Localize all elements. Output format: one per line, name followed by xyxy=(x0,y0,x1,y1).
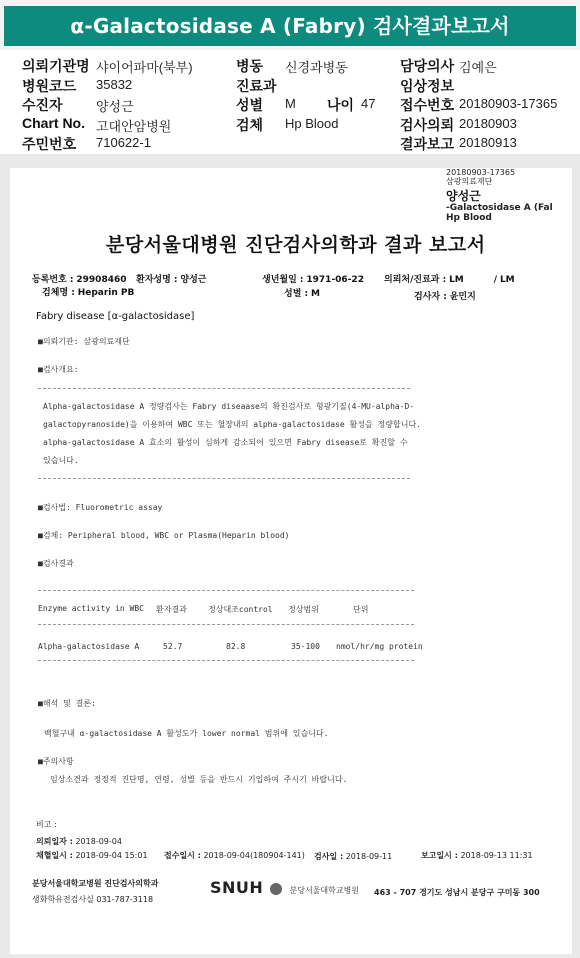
test-date-field xyxy=(314,851,392,862)
label-specimen: 검체 xyxy=(236,117,264,133)
divider xyxy=(38,624,414,625)
footer-department: 분당서울대학교병원 진단검사의학과 xyxy=(32,879,159,888)
draw-date-label: 채혈일시 : xyxy=(36,851,73,860)
value-specimen: Hp Blood xyxy=(285,116,339,131)
value-test-request: 20180903 xyxy=(459,116,517,131)
logo-subtitle: 분당서울대학교병원 xyxy=(289,886,360,895)
report-date-value: 2018-09-13 11:31 xyxy=(460,851,533,860)
specimen-field xyxy=(42,285,134,298)
patient-name-label: 환자성명 : xyxy=(136,275,178,285)
table-header-normal-control: 정상대조control xyxy=(208,605,273,614)
reg-no-value: 29908460 xyxy=(76,275,127,285)
stamp-receipt-no: 20180903-17365 xyxy=(446,168,516,177)
sex-value: M xyxy=(311,289,320,299)
stamp-patient-name: 양성근 xyxy=(446,189,481,203)
label-receipt-no: 접수번호 xyxy=(400,97,455,113)
report-date-field xyxy=(421,850,533,861)
label-chart-no: Chart No. xyxy=(22,115,85,131)
requesting-agency: ■의뢰기관: 삼광의료재단 xyxy=(38,337,130,346)
overview-line-4: 있습니다. xyxy=(43,456,79,465)
dept-value-2: LM xyxy=(499,275,515,285)
result-heading: ■검사결과 xyxy=(38,559,74,568)
label-sex: 성별 xyxy=(236,97,264,113)
table-cell-normal-control: 82.8 xyxy=(226,642,246,651)
value-doctor: 김예은 xyxy=(459,60,497,75)
label-resident-no: 주민번호 xyxy=(22,136,77,152)
request-date-label: 의뢰일자 : xyxy=(36,837,73,846)
label-department: 진료과 xyxy=(236,78,277,94)
title-bar xyxy=(0,0,580,50)
divider xyxy=(38,660,414,661)
dob-label: 생년월일 : xyxy=(262,275,304,285)
label-hospital-code: 병원코드 xyxy=(22,78,77,94)
caution-text: 임상소견과 정정적 진단명, 연령, 성별 등을 반드시 기입하여 주시기 바랍니다. xyxy=(50,775,348,784)
table-cell-enzyme: Alpha-galactosidase A xyxy=(38,642,140,651)
label-clinical-info: 임상정보 xyxy=(400,78,455,94)
divider xyxy=(38,590,414,591)
receipt-date-label: 접수일시 : xyxy=(164,851,201,860)
label-age: 나이 xyxy=(327,97,355,113)
reg-no-label: 등록번호 : xyxy=(32,275,74,285)
footer-address: 463 - 707 경기도 성남시 분당구 구미동 300 xyxy=(374,888,540,897)
dept-value-1: LM xyxy=(449,275,464,285)
table-cell-patient-result: 52.7 xyxy=(163,642,183,651)
reg-no-field xyxy=(32,272,127,285)
overview-line-1: Alpha-galactosidase A 정량검사는 Fabry diseaase의 확진검사로 형광기질(4-MU-alpha-D- xyxy=(43,402,415,411)
value-requesting-org: 샤이어파마(북부) xyxy=(96,60,193,75)
tester-field xyxy=(414,289,476,302)
stamp-test-name: -Galactosidase A (Fal xyxy=(446,203,553,213)
overview-line-2: galactopyranoside)을 이용하여 WBC 또는 혈장내의 alpha-galactosidase 활성을 정량합니다. xyxy=(43,420,422,429)
draw-date-value: 2018-09-04 15:01 xyxy=(75,851,148,860)
label-requesting-org: 의뢰기관명 xyxy=(22,58,90,74)
patient-name-field xyxy=(136,272,206,285)
sample-type: ■검체: Peripheral blood, WBC or Plasma(Heparin blood) xyxy=(38,531,290,540)
overview-heading: ■검사개요: xyxy=(38,365,79,374)
value-result-report: 20180913 xyxy=(459,135,517,150)
draw-date-field xyxy=(36,850,148,861)
divider xyxy=(38,388,410,389)
hospital-logo xyxy=(210,878,359,897)
value-age: 47 xyxy=(361,96,376,111)
sex-label: 성별 : xyxy=(284,289,309,299)
value-hospital-code: 35832 xyxy=(96,77,133,92)
test-date-value: 2018-09-11 xyxy=(345,852,393,861)
value-resident-no: 710622-1 xyxy=(96,135,151,150)
table-cell-unit: nmol/hr/mg protein xyxy=(336,642,423,651)
table-header-patient-result: 환자결과 xyxy=(156,605,187,614)
table-header-unit: 단위 xyxy=(353,605,369,614)
table-header-normal-range: 정상범위 xyxy=(288,605,319,614)
test-name: Fabry disease [α-galactosidase] xyxy=(36,311,195,322)
request-date-value: 2018-09-04 xyxy=(75,837,122,846)
tester-value: 윤민지 xyxy=(449,292,476,302)
dept-separator: / xyxy=(493,275,498,285)
label-doctor: 담당의사 xyxy=(400,58,455,74)
value-sex: M xyxy=(285,96,296,111)
interpretation-text: 백혈구내 α-galactosidase A 활성도가 lower normal 범위에 있습니다. xyxy=(44,729,329,738)
report-title: α-Galactosidase A (Fabry) 검사결과보고서 xyxy=(4,6,576,46)
note-label: 비고 : xyxy=(36,820,57,829)
label-result-report: 결과보고 xyxy=(400,136,455,152)
overview-line-3: alpha-galactosidase A 효소의 활성이 심하게 감소되어 있으면 Fabry disease로 확진할 수 xyxy=(43,438,408,447)
hospital-report-title: 분당서울대병원 진단검사의학과 결과 보고서 xyxy=(106,234,486,256)
dob-value: 1971-06-22 xyxy=(306,275,364,285)
divider xyxy=(38,478,410,479)
logo-emblem-icon xyxy=(270,883,282,895)
test-date-label: 검사일 : xyxy=(314,852,344,861)
dob-field xyxy=(262,272,364,285)
sex-field xyxy=(284,286,320,299)
interpretation-heading: ■해석 및 결론: xyxy=(38,699,96,708)
tester-label: 검사자 : xyxy=(414,292,447,302)
value-patient: 양성근 xyxy=(96,99,134,114)
table-header-enzyme: Enzyme activity in WBC xyxy=(38,604,144,613)
request-date-field xyxy=(36,836,122,847)
dept-label: 의뢰처/진료과 : xyxy=(384,275,447,285)
value-receipt-no: 20180903-17365 xyxy=(459,96,558,111)
stamp-agency: 삼광의료재단 xyxy=(446,177,493,186)
receipt-date-field xyxy=(164,850,305,861)
specimen-label: 검체명 : xyxy=(42,288,75,298)
caution-heading: ■주의사항 xyxy=(38,757,74,766)
table-cell-normal-range: 35-100 xyxy=(291,642,320,651)
report-date-label: 보고일시 : xyxy=(421,851,458,860)
receipt-date-value: 2018-09-04(180904-141) xyxy=(203,851,305,860)
label-ward: 병동 xyxy=(236,58,264,74)
footer-phone: 생화학유전검사실 031-787-3118 xyxy=(32,895,154,904)
scanned-report xyxy=(10,168,572,954)
logo-wordmark: SNUH xyxy=(210,878,264,897)
specimen-value: Heparin PB xyxy=(77,288,135,298)
patient-info-panel xyxy=(0,50,580,154)
value-chart-no: 고대안암병원 xyxy=(96,119,172,134)
label-test-request: 검사의뢰 xyxy=(400,117,455,133)
value-ward: 신경과병동 xyxy=(285,60,348,75)
stamp-specimen: Hp Blood xyxy=(446,213,492,223)
dept-field xyxy=(384,272,515,285)
label-patient: 수진자 xyxy=(22,97,63,113)
method: ■검사법: Fluorometric assay xyxy=(38,503,163,512)
patient-name-value: 양성근 xyxy=(180,275,207,285)
